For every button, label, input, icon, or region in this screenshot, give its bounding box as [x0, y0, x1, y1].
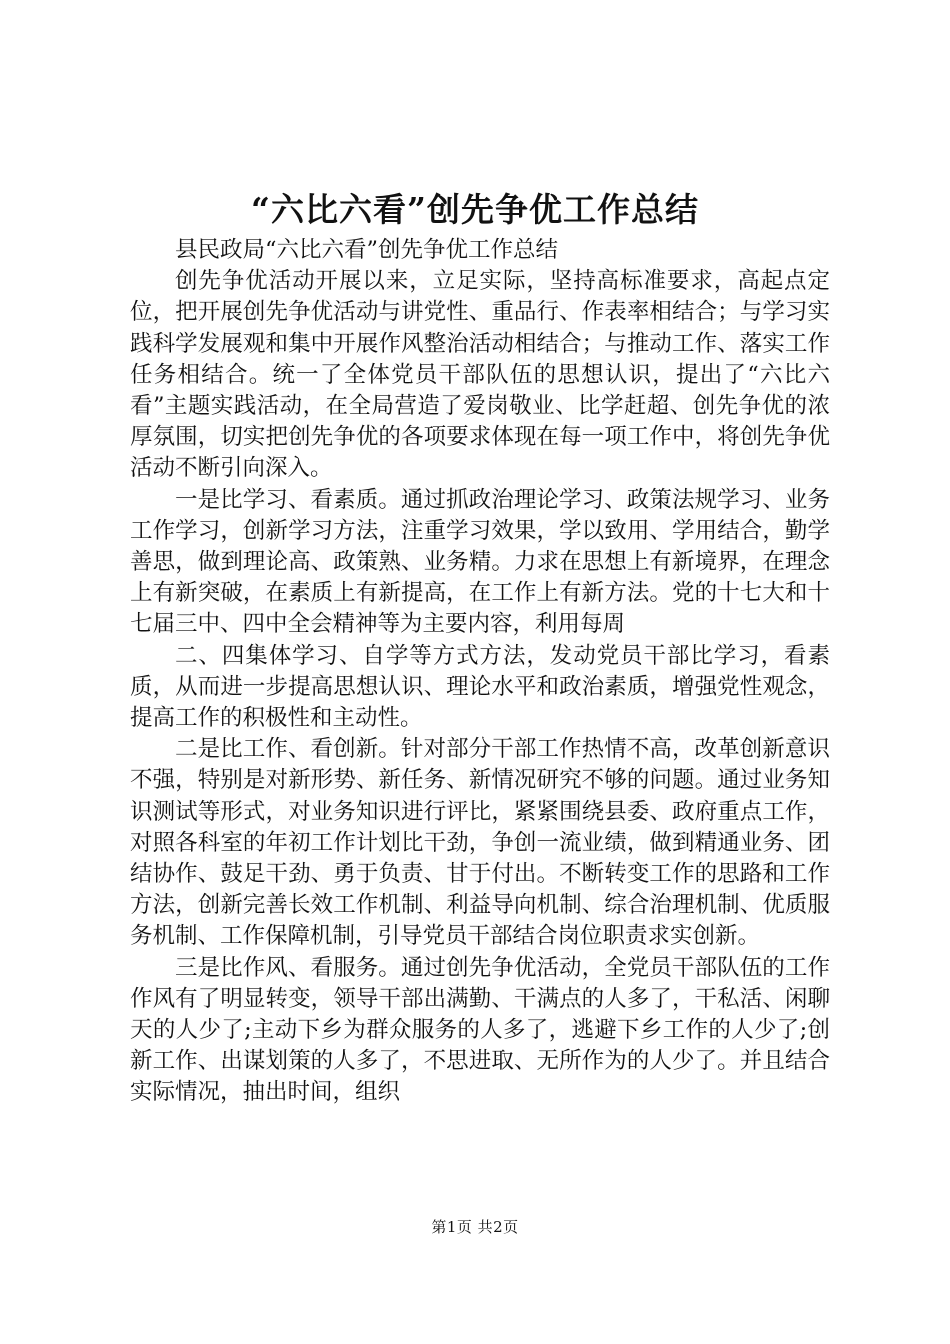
paragraph-study-continued: 二、四集体学习、自学等方式方法，发动党员干部比学习，看素质，从而进一步提高思想认识、理论水平和政治素质，增强党性观念，提高工作的积极性和主动性。 [130, 642, 830, 732]
paragraph-study: 一是比学习、看素质。通过抓政治理论学习、政策法规学习、业务工作学习，创新学习方法，注重学习效果，学以致用、学用结合，勤学善思，做到理论高、政策熟、业务精。力求在思想上有新境界，在理念上有新突破，在素质上有新提高，在工作上有新方法。党的十七大和十七届三中、四中全会精神等为主要内容，利用每周 [130, 486, 830, 638]
document-title: “六比六看”创先争优工作总结 [251, 190, 699, 229]
document-subtitle: 县民政局“六比六看”创先争优工作总结 [175, 237, 559, 263]
paragraph-style: 三是比作风、看服务。通过创先争优活动，全党员干部队伍的工作作风有了明显转变，领导干部出满勤、干满点的人多了，干私活、闲聊天的人少了;主动下乡为群众服务的人多了，逃避下乡工作的人少了;创新工作、出谋划策的人多了，不思进取、无所作为的人少了。并且结合实际情况，抽出时间，组织 [130, 954, 830, 1106]
page-footer: 第1页 共2页 [431, 1218, 519, 1236]
paragraph-intro: 创先争优活动开展以来，立足实际，坚持高标准要求，高起点定位，把开展创先争优活动与讲党性、重品行、作表率相结合；与学习实践科学发展观和集中开展作风整治活动相结合；与推动工作、落实工作任务相结合。统一了全体党员干部队伍的思想认识，提出了“六比六看”主题实践活动，在全局营造了爱岗敬业、比学赶超、创先争优的浓厚氛围，切实把创先争优的各项要求体现在每一项工作中，将创先争优活动不断引向深入。 [130, 268, 830, 482]
document-body [130, 235, 830, 1109]
paragraph-work: 二是比工作、看创新。针对部分干部工作热情不高，改革创新意识不强，特别是对新形势、新任务、新情况研究不够的问题。通过业务知识测试等形式，对业务知识进行评比，紧紧围绕县委、政府重点工作，对照各科室的年初工作计划比干劲，争创一流业绩，做到精通业务、团结协作、鼓足干劲、勇于负责、甘于付出。不断转变工作的思路和工作方法，创新完善长效工作机制、利益导向机制、综合治理机制、优质服务机制、工作保障机制，引导党员干部结合岗位职责求实创新。 [130, 736, 830, 950]
